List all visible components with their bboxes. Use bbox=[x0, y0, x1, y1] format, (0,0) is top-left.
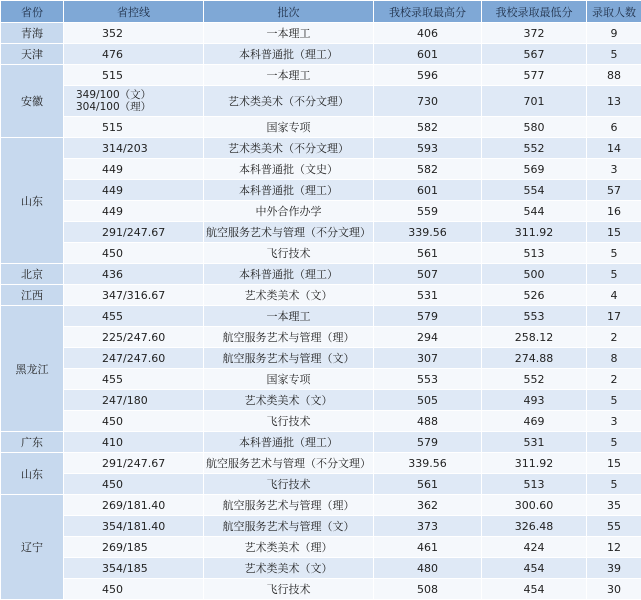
batch-cell: 艺术类美术（理） bbox=[204, 537, 374, 558]
min-score-cell: 311.92 bbox=[482, 453, 587, 474]
min-score-cell: 701 bbox=[482, 86, 587, 117]
batch-cell: 航空服务艺术与管理（文） bbox=[204, 516, 374, 537]
control-line-cell: 410 bbox=[64, 432, 204, 453]
control-line-cell: 354/185 bbox=[64, 558, 204, 579]
count-cell: 4 bbox=[587, 285, 641, 306]
count-cell: 3 bbox=[587, 411, 641, 432]
count-cell: 13 bbox=[587, 86, 641, 117]
count-cell: 15 bbox=[587, 222, 641, 243]
count-cell: 9 bbox=[587, 23, 641, 44]
min-score-cell: 567 bbox=[482, 44, 587, 65]
control-line-cell: 449 bbox=[64, 201, 204, 222]
table-row bbox=[1, 558, 641, 579]
table-row bbox=[1, 432, 641, 453]
province-cell: 辽宁 bbox=[1, 495, 64, 600]
batch-cell: 本科普通批（理工） bbox=[204, 432, 374, 453]
count-cell: 30 bbox=[587, 579, 641, 600]
max-score-cell: 339.56 bbox=[374, 222, 482, 243]
table-row bbox=[1, 44, 641, 65]
control-line-cell: 225/247.60 bbox=[64, 327, 204, 348]
batch-cell: 航空服务艺术与管理（文） bbox=[204, 348, 374, 369]
province-cell: 北京 bbox=[1, 264, 64, 285]
max-score-cell: 508 bbox=[374, 579, 482, 600]
table-row bbox=[1, 264, 641, 285]
control-line-cell: 269/185 bbox=[64, 537, 204, 558]
batch-cell: 飞行技术 bbox=[204, 243, 374, 264]
min-score-cell: 552 bbox=[482, 138, 587, 159]
max-score-cell: 561 bbox=[374, 474, 482, 495]
province-cell: 安徽 bbox=[1, 65, 64, 138]
count-cell: 5 bbox=[587, 243, 641, 264]
control-line-cell: 455 bbox=[64, 369, 204, 390]
min-score-cell: 372 bbox=[482, 23, 587, 44]
table-row bbox=[1, 180, 641, 201]
min-score-cell: 526 bbox=[482, 285, 587, 306]
header-control-line: 省控线 bbox=[64, 1, 204, 23]
table-row bbox=[1, 579, 641, 600]
control-line-cell: 449 bbox=[64, 159, 204, 180]
province-cell: 江西 bbox=[1, 285, 64, 306]
table-row bbox=[1, 348, 641, 369]
table-row bbox=[1, 65, 641, 86]
count-cell: 2 bbox=[587, 327, 641, 348]
min-score-cell: 513 bbox=[482, 243, 587, 264]
batch-cell: 航空服务艺术与管理（不分文理） bbox=[204, 453, 374, 474]
max-score-cell: 480 bbox=[374, 558, 482, 579]
table-row bbox=[1, 117, 641, 138]
table-row bbox=[1, 369, 641, 390]
batch-cell: 一本理工 bbox=[204, 23, 374, 44]
table-row bbox=[1, 306, 641, 327]
header-count: 录取人数 bbox=[587, 1, 641, 23]
batch-cell: 中外合作办学 bbox=[204, 201, 374, 222]
control-line-cell: 449 bbox=[64, 180, 204, 201]
min-score-cell: 326.48 bbox=[482, 516, 587, 537]
max-score-cell: 307 bbox=[374, 348, 482, 369]
table-row bbox=[1, 537, 641, 558]
table-row bbox=[1, 453, 641, 474]
count-cell: 35 bbox=[587, 495, 641, 516]
header-min-score: 我校录取最低分 bbox=[482, 1, 587, 23]
max-score-cell: 596 bbox=[374, 65, 482, 86]
count-cell: 16 bbox=[587, 201, 641, 222]
table-row bbox=[1, 201, 641, 222]
min-score-cell: 493 bbox=[482, 390, 587, 411]
max-score-cell: 505 bbox=[374, 390, 482, 411]
min-score-cell: 513 bbox=[482, 474, 587, 495]
min-score-cell: 544 bbox=[482, 201, 587, 222]
control-line-cell: 269/181.40 bbox=[64, 495, 204, 516]
control-line-cell: 436 bbox=[64, 264, 204, 285]
batch-cell: 航空服务艺术与管理（理） bbox=[204, 495, 374, 516]
batch-cell: 艺术类美术（不分文理） bbox=[204, 138, 374, 159]
count-cell: 17 bbox=[587, 306, 641, 327]
table-row bbox=[1, 516, 641, 537]
control-line-cell: 291/247.67 bbox=[64, 453, 204, 474]
min-score-cell: 577 bbox=[482, 65, 587, 86]
header-province: 省份 bbox=[1, 1, 64, 23]
province-cell: 山东 bbox=[1, 453, 64, 495]
min-score-cell: 554 bbox=[482, 180, 587, 201]
control-line-cell: 515 bbox=[64, 65, 204, 86]
control-line-cell: 349/100（文） 304/100（理） bbox=[64, 86, 204, 117]
min-score-cell: 531 bbox=[482, 432, 587, 453]
max-score-cell: 488 bbox=[374, 411, 482, 432]
count-cell: 5 bbox=[587, 264, 641, 285]
batch-cell: 一本理工 bbox=[204, 306, 374, 327]
max-score-cell: 561 bbox=[374, 243, 482, 264]
province-cell: 山东 bbox=[1, 138, 64, 264]
table-body bbox=[1, 23, 641, 600]
table-row bbox=[1, 222, 641, 243]
max-score-cell: 531 bbox=[374, 285, 482, 306]
table-row bbox=[1, 159, 641, 180]
control-line-cell: 450 bbox=[64, 411, 204, 432]
max-score-cell: 507 bbox=[374, 264, 482, 285]
header-row bbox=[1, 1, 641, 23]
count-cell: 6 bbox=[587, 117, 641, 138]
min-score-cell: 258.12 bbox=[482, 327, 587, 348]
control-line-cell: 450 bbox=[64, 243, 204, 264]
control-line-cell: 247/247.60 bbox=[64, 348, 204, 369]
batch-cell: 本科普通批（理工） bbox=[204, 180, 374, 201]
table-row bbox=[1, 138, 641, 159]
min-score-cell: 454 bbox=[482, 579, 587, 600]
count-cell: 2 bbox=[587, 369, 641, 390]
max-score-cell: 579 bbox=[374, 432, 482, 453]
table-row bbox=[1, 243, 641, 264]
max-score-cell: 406 bbox=[374, 23, 482, 44]
max-score-cell: 601 bbox=[374, 180, 482, 201]
header-max-score: 我校录取最高分 bbox=[374, 1, 482, 23]
table-row bbox=[1, 390, 641, 411]
count-cell: 15 bbox=[587, 453, 641, 474]
table-row bbox=[1, 23, 641, 44]
min-score-cell: 569 bbox=[482, 159, 587, 180]
batch-cell: 飞行技术 bbox=[204, 579, 374, 600]
count-cell: 39 bbox=[587, 558, 641, 579]
max-score-cell: 730 bbox=[374, 86, 482, 117]
control-line-cell: 515 bbox=[64, 117, 204, 138]
count-cell: 5 bbox=[587, 432, 641, 453]
batch-cell: 国家专项 bbox=[204, 117, 374, 138]
control-line-cell: 476 bbox=[64, 44, 204, 65]
max-score-cell: 294 bbox=[374, 327, 482, 348]
province-cell: 青海 bbox=[1, 23, 64, 44]
max-score-cell: 461 bbox=[374, 537, 482, 558]
min-score-cell: 552 bbox=[482, 369, 587, 390]
max-score-cell: 553 bbox=[374, 369, 482, 390]
province-cell: 广东 bbox=[1, 432, 64, 453]
min-score-cell: 580 bbox=[482, 117, 587, 138]
control-line-cell: 450 bbox=[64, 474, 204, 495]
table-row bbox=[1, 411, 641, 432]
batch-cell: 一本理工 bbox=[204, 65, 374, 86]
province-cell: 天津 bbox=[1, 44, 64, 65]
table-row bbox=[1, 327, 641, 348]
max-score-cell: 582 bbox=[374, 117, 482, 138]
max-score-cell: 559 bbox=[374, 201, 482, 222]
batch-cell: 艺术类美术（文） bbox=[204, 558, 374, 579]
min-score-cell: 553 bbox=[482, 306, 587, 327]
max-score-cell: 373 bbox=[374, 516, 482, 537]
control-line-cell: 347/316.67 bbox=[64, 285, 204, 306]
table-row bbox=[1, 474, 641, 495]
batch-cell: 艺术类美术（不分文理） bbox=[204, 86, 374, 117]
header-batch: 批次 bbox=[204, 1, 374, 23]
max-score-cell: 579 bbox=[374, 306, 482, 327]
batch-cell: 艺术类美术（文） bbox=[204, 390, 374, 411]
count-cell: 14 bbox=[587, 138, 641, 159]
min-score-cell: 469 bbox=[482, 411, 587, 432]
count-cell: 8 bbox=[587, 348, 641, 369]
count-cell: 5 bbox=[587, 474, 641, 495]
control-line-cell: 450 bbox=[64, 579, 204, 600]
count-cell: 5 bbox=[587, 390, 641, 411]
table-row bbox=[1, 495, 641, 516]
batch-cell: 航空服务艺术与管理（理） bbox=[204, 327, 374, 348]
batch-cell: 飞行技术 bbox=[204, 474, 374, 495]
batch-cell: 艺术类美术（文） bbox=[204, 285, 374, 306]
table-row bbox=[1, 285, 641, 306]
min-score-cell: 274.88 bbox=[482, 348, 587, 369]
batch-cell: 国家专项 bbox=[204, 369, 374, 390]
count-cell: 5 bbox=[587, 44, 641, 65]
batch-cell: 本科普通批（理工） bbox=[204, 264, 374, 285]
count-cell: 12 bbox=[587, 537, 641, 558]
min-score-cell: 424 bbox=[482, 537, 587, 558]
control-line-cell: 247/180 bbox=[64, 390, 204, 411]
max-score-cell: 593 bbox=[374, 138, 482, 159]
min-score-cell: 300.60 bbox=[482, 495, 587, 516]
min-score-cell: 454 bbox=[482, 558, 587, 579]
table-row bbox=[1, 86, 641, 117]
min-score-cell: 500 bbox=[482, 264, 587, 285]
batch-cell: 本科普通批（文史） bbox=[204, 159, 374, 180]
control-line-cell: 354/181.40 bbox=[64, 516, 204, 537]
control-line-cell: 455 bbox=[64, 306, 204, 327]
control-line-cell: 352 bbox=[64, 23, 204, 44]
count-cell: 88 bbox=[587, 65, 641, 86]
province-cell: 黑龙江 bbox=[1, 306, 64, 432]
batch-cell: 航空服务艺术与管理（不分文理） bbox=[204, 222, 374, 243]
min-score-cell: 311.92 bbox=[482, 222, 587, 243]
count-cell: 55 bbox=[587, 516, 641, 537]
max-score-cell: 362 bbox=[374, 495, 482, 516]
max-score-cell: 339.56 bbox=[374, 453, 482, 474]
count-cell: 57 bbox=[587, 180, 641, 201]
batch-cell: 本科普通批（理工） bbox=[204, 44, 374, 65]
batch-cell: 飞行技术 bbox=[204, 411, 374, 432]
control-line-cell: 291/247.67 bbox=[64, 222, 204, 243]
max-score-cell: 582 bbox=[374, 159, 482, 180]
control-line-cell: 314/203 bbox=[64, 138, 204, 159]
count-cell: 3 bbox=[587, 159, 641, 180]
max-score-cell: 601 bbox=[374, 44, 482, 65]
